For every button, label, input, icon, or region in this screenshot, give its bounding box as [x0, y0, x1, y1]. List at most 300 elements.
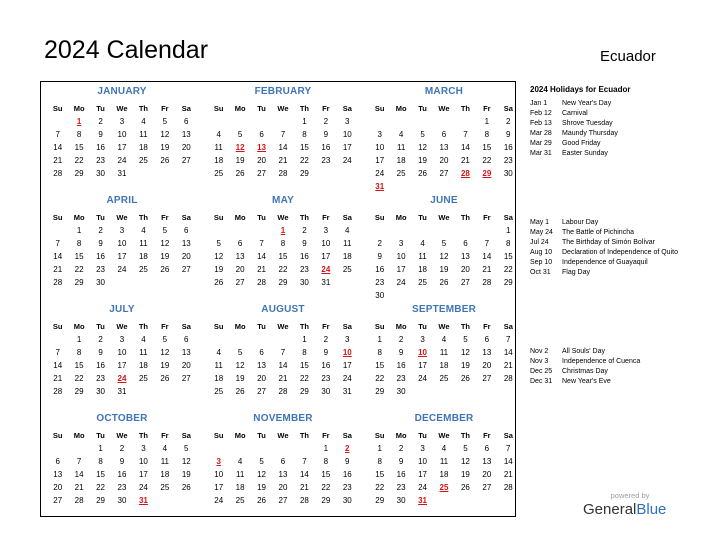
calendar-day[interactable]: 20 — [235, 265, 245, 274]
calendar-day[interactable]: 14 — [53, 143, 63, 152]
calendar-day[interactable]: 11 — [343, 239, 352, 248]
calendar-day[interactable]: 5 — [184, 444, 189, 453]
calendar-day[interactable]: 16 — [96, 143, 106, 152]
calendar-day[interactable]: 23 — [503, 156, 513, 165]
calendar-day[interactable]: 11 — [139, 348, 148, 357]
calendar-day[interactable]: 28 — [503, 483, 513, 492]
calendar-day[interactable]: 23 — [396, 483, 406, 492]
calendar-day[interactable]: 25 — [418, 278, 428, 287]
calendar-day[interactable]: 27 — [181, 265, 191, 274]
calendar-day[interactable]: 8 — [280, 239, 286, 248]
calendar-day[interactable]: 28 — [299, 496, 309, 505]
calendar-day[interactable]: 10 — [396, 252, 406, 261]
calendar-day[interactable]: 12 — [160, 348, 170, 357]
calendar-day[interactable]: 25 — [214, 387, 224, 396]
calendar-day[interactable]: 28 — [482, 278, 492, 287]
calendar-day[interactable]: 1 — [302, 117, 307, 126]
calendar-day[interactable]: 20 — [482, 361, 492, 370]
calendar-day[interactable]: 16 — [321, 361, 331, 370]
calendar-day[interactable]: 26 — [235, 387, 245, 396]
calendar-day[interactable]: 16 — [299, 252, 309, 261]
calendar-day[interactable]: 8 — [76, 130, 82, 139]
calendar-day[interactable]: 26 — [214, 278, 224, 287]
calendar-day[interactable]: 26 — [418, 169, 428, 178]
calendar-day[interactable]: 4 — [420, 239, 425, 248]
calendar-day[interactable]: 9 — [398, 457, 404, 466]
calendar-day[interactable]: 9 — [98, 239, 103, 248]
calendar-day[interactable]: 14 — [503, 348, 513, 357]
calendar-day[interactable]: 4 — [216, 348, 221, 357]
calendar-day[interactable]: 31 — [117, 387, 127, 396]
calendar-day[interactable]: 8 — [377, 457, 382, 466]
calendar-day[interactable]: 3 — [398, 239, 404, 248]
calendar-day[interactable]: 26 — [235, 169, 245, 178]
calendar-day[interactable]: 22 — [299, 156, 309, 165]
calendar-day[interactable]: 17 — [117, 361, 127, 370]
calendar-day[interactable]: 17 — [342, 361, 352, 370]
calendar-day[interactable]: 13 — [181, 239, 191, 248]
calendar-day[interactable]: 11 — [418, 252, 427, 261]
calendar-day[interactable]: 24 — [418, 374, 428, 383]
calendar-day[interactable]: 22 — [96, 483, 106, 492]
calendar-day[interactable]: 17 — [342, 143, 352, 152]
calendar-day[interactable]: 19 — [160, 143, 170, 152]
calendar-day[interactable]: 25 — [396, 169, 406, 178]
calendar-day[interactable]: 15 — [321, 470, 331, 479]
calendar-day[interactable]: 30 — [342, 496, 352, 505]
calendar-day[interactable]: 24 — [214, 496, 224, 505]
calendar-day[interactable]: 26 — [181, 483, 191, 492]
calendar-day[interactable]: 28 — [53, 278, 63, 287]
calendar-day[interactable]: 12 — [439, 252, 449, 261]
calendar-day[interactable]: 18 — [138, 361, 148, 370]
calendar-day[interactable]: 26 — [160, 265, 170, 274]
calendar-day[interactable]: 6 — [441, 130, 447, 139]
calendar-day[interactable]: 31 — [117, 169, 127, 178]
calendar-day[interactable]: 18 — [235, 483, 245, 492]
calendar-day[interactable]: 15 — [299, 143, 309, 152]
calendar-day[interactable]: 3 — [345, 335, 350, 344]
calendar-day[interactable]: 19 — [181, 470, 191, 479]
calendar-day[interactable]: 5 — [216, 239, 221, 248]
calendar-day[interactable]: 31 — [321, 278, 331, 287]
calendar-day[interactable]: 25 — [439, 374, 449, 383]
calendar-day[interactable]: 29 — [74, 278, 84, 287]
calendar-day[interactable]: 5 — [162, 226, 168, 235]
calendar-day[interactable]: 4 — [141, 117, 146, 126]
calendar-day[interactable]: 3 — [323, 226, 329, 235]
calendar-day[interactable]: 9 — [302, 239, 307, 248]
calendar-day[interactable]: 11 — [139, 130, 148, 139]
calendar-day[interactable]: 13 — [278, 470, 288, 479]
calendar-day[interactable]: 15 — [96, 470, 106, 479]
calendar-day[interactable]: 29 — [375, 387, 385, 396]
calendar-day[interactable]: 11 — [214, 143, 223, 152]
calendar-day[interactable]: 11 — [214, 361, 223, 370]
calendar-day[interactable]: 13 — [257, 361, 267, 370]
calendar-day[interactable]: 10 — [117, 130, 127, 139]
calendar-day[interactable]: 29 — [96, 496, 106, 505]
calendar-day[interactable]: 30 — [503, 169, 513, 178]
calendar-day[interactable]: 13 — [235, 252, 245, 261]
calendar-day[interactable]: 18 — [160, 470, 170, 479]
calendar-day[interactable]: 28 — [257, 278, 267, 287]
calendar-day[interactable]: 7 — [55, 130, 60, 139]
calendar-day[interactable]: 7 — [506, 444, 511, 453]
calendar-day[interactable]: 24 — [117, 156, 127, 165]
calendar-day[interactable]: 5 — [463, 444, 468, 453]
calendar-day[interactable]: 22 — [299, 374, 309, 383]
calendar-day[interactable]: 27 — [257, 169, 267, 178]
calendar-day[interactable]: 22 — [74, 374, 84, 383]
calendar-day[interactable]: 23 — [321, 156, 331, 165]
calendar-day[interactable]: 18 — [214, 374, 224, 383]
calendar-day[interactable]: 17 — [117, 252, 127, 261]
calendar-day[interactable]: 3 — [377, 130, 382, 139]
calendar-day[interactable]: 30 — [117, 496, 127, 505]
calendar-day[interactable]: 9 — [323, 348, 329, 357]
calendar-day[interactable]: 13 — [53, 470, 63, 479]
calendar-day[interactable]: 5 — [441, 239, 447, 248]
calendar-day[interactable]: 18 — [342, 252, 352, 261]
calendar-day[interactable]: 19 — [160, 361, 170, 370]
calendar-day[interactable]: 1 — [323, 444, 329, 453]
calendar-day[interactable]: 18 — [418, 265, 428, 274]
calendar-day[interactable]: 18 — [138, 252, 148, 261]
calendar-day[interactable]: 14 — [460, 143, 470, 152]
calendar-day[interactable]: 6 — [463, 239, 468, 248]
calendar-day[interactable]: 9 — [98, 348, 103, 357]
calendar-day[interactable]: 18 — [439, 470, 449, 479]
calendar-day[interactable]: 11 — [439, 348, 449, 357]
calendar-day[interactable]: 23 — [342, 483, 352, 492]
calendar-day[interactable]: 10 — [214, 470, 224, 479]
calendar-day[interactable]: 27 — [439, 169, 449, 178]
holiday-date[interactable]: 31 — [138, 496, 148, 505]
calendar-day[interactable]: 15 — [74, 252, 84, 261]
calendar-day[interactable]: 25 — [342, 265, 352, 274]
calendar-day[interactable]: 20 — [181, 143, 191, 152]
calendar-day[interactable]: 5 — [237, 130, 243, 139]
calendar-day[interactable]: 2 — [98, 335, 103, 344]
calendar-day[interactable]: 9 — [119, 457, 125, 466]
calendar-day[interactable]: 5 — [162, 117, 168, 126]
calendar-day[interactable]: 2 — [98, 226, 103, 235]
calendar-day[interactable]: 19 — [235, 156, 245, 165]
calendar-day[interactable]: 17 — [214, 483, 224, 492]
calendar-day[interactable]: 3 — [141, 444, 146, 453]
calendar-day[interactable]: 26 — [160, 374, 170, 383]
calendar-day[interactable]: 19 — [214, 265, 224, 274]
holiday-date[interactable]: 3 — [216, 457, 221, 466]
calendar-day[interactable]: 16 — [96, 252, 106, 261]
calendar-day[interactable]: 15 — [278, 252, 288, 261]
calendar-day[interactable]: 30 — [96, 169, 106, 178]
calendar-day[interactable]: 27 — [235, 278, 245, 287]
calendar-day[interactable]: 16 — [342, 470, 352, 479]
calendar-day[interactable]: 22 — [74, 156, 84, 165]
calendar-day[interactable]: 4 — [441, 444, 447, 453]
calendar-day[interactable]: 16 — [375, 265, 385, 274]
calendar-day[interactable]: 18 — [439, 361, 449, 370]
calendar-day[interactable]: 22 — [375, 374, 385, 383]
calendar-day[interactable]: 25 — [138, 156, 148, 165]
calendar-day[interactable]: 11 — [439, 457, 449, 466]
holiday-date[interactable]: 31 — [375, 182, 385, 191]
calendar-day[interactable]: 30 — [396, 496, 406, 505]
calendar-day[interactable]: 5 — [237, 348, 243, 357]
calendar-day[interactable]: 14 — [74, 470, 84, 479]
calendar-day[interactable]: 8 — [302, 348, 307, 357]
calendar-day[interactable]: 9 — [345, 457, 350, 466]
calendar-day[interactable]: 12 — [160, 239, 170, 248]
calendar-day[interactable]: 7 — [55, 348, 60, 357]
calendar-day[interactable]: 14 — [278, 143, 288, 152]
calendar-day[interactable]: 29 — [321, 496, 331, 505]
calendar-day[interactable]: 29 — [375, 496, 385, 505]
calendar-day[interactable]: 1 — [377, 444, 382, 453]
calendar-day[interactable]: 20 — [257, 156, 267, 165]
calendar-day[interactable]: 30 — [96, 278, 106, 287]
calendar-day[interactable]: 22 — [278, 265, 288, 274]
calendar-day[interactable]: 2 — [323, 117, 329, 126]
calendar-day[interactable]: 20 — [53, 483, 63, 492]
calendar-day[interactable]: 19 — [418, 156, 428, 165]
calendar-day[interactable]: 27 — [482, 374, 492, 383]
calendar-day[interactable]: 23 — [396, 374, 406, 383]
holiday-date[interactable]: 10 — [342, 348, 352, 357]
calendar-day[interactable]: 2 — [377, 239, 382, 248]
calendar-day[interactable]: 1 — [302, 335, 307, 344]
calendar-day[interactable]: 25 — [235, 496, 245, 505]
calendar-day[interactable]: 3 — [345, 117, 350, 126]
calendar-day[interactable]: 7 — [463, 130, 468, 139]
calendar-day[interactable]: 5 — [420, 130, 425, 139]
calendar-day[interactable]: 28 — [53, 169, 63, 178]
calendar-day[interactable]: 1 — [98, 444, 103, 453]
calendar-day[interactable]: 20 — [278, 483, 288, 492]
holiday-date[interactable]: 13 — [257, 143, 267, 152]
calendar-day[interactable]: 19 — [257, 483, 267, 492]
calendar-day[interactable]: 7 — [76, 457, 82, 466]
calendar-day[interactable]: 14 — [53, 361, 63, 370]
calendar-day[interactable]: 21 — [53, 265, 63, 274]
calendar-day[interactable]: 22 — [375, 483, 385, 492]
calendar-day[interactable]: 30 — [96, 387, 106, 396]
calendar-day[interactable]: 27 — [278, 496, 288, 505]
calendar-day[interactable]: 14 — [503, 457, 513, 466]
calendar-day[interactable]: 27 — [482, 483, 492, 492]
holiday-date[interactable]: 28 — [460, 169, 470, 178]
calendar-day[interactable]: 18 — [138, 143, 148, 152]
calendar-day[interactable]: 14 — [257, 252, 267, 261]
calendar-day[interactable]: 24 — [342, 374, 352, 383]
calendar-day[interactable]: 19 — [160, 252, 170, 261]
calendar-day[interactable]: 7 — [302, 457, 307, 466]
calendar-day[interactable]: 2 — [398, 335, 404, 344]
calendar-day[interactable]: 23 — [299, 265, 309, 274]
calendar-day[interactable]: 9 — [506, 130, 511, 139]
calendar-day[interactable]: 20 — [439, 156, 449, 165]
calendar-day[interactable]: 26 — [160, 156, 170, 165]
calendar-day[interactable]: 13 — [460, 252, 470, 261]
calendar-day[interactable]: 21 — [299, 483, 309, 492]
calendar-day[interactable]: 17 — [321, 252, 331, 261]
calendar-day[interactable]: 22 — [74, 265, 84, 274]
calendar-day[interactable]: 12 — [235, 361, 245, 370]
calendar-day[interactable]: 26 — [257, 496, 267, 505]
calendar-day[interactable]: 24 — [117, 265, 127, 274]
calendar-day[interactable]: 18 — [396, 156, 406, 165]
calendar-day[interactable]: 3 — [420, 444, 425, 453]
calendar-day[interactable]: 29 — [503, 278, 513, 287]
calendar-day[interactable]: 4 — [216, 130, 221, 139]
calendar-day[interactable]: 8 — [484, 130, 490, 139]
calendar-day[interactable]: 10 — [138, 457, 148, 466]
calendar-day[interactable]: 12 — [418, 143, 428, 152]
calendar-day[interactable]: 7 — [55, 239, 60, 248]
calendar-day[interactable]: 8 — [377, 348, 382, 357]
calendar-day[interactable]: 29 — [74, 169, 84, 178]
calendar-day[interactable]: 28 — [53, 387, 63, 396]
calendar-day[interactable]: 18 — [214, 156, 224, 165]
calendar-day[interactable]: 3 — [420, 335, 425, 344]
calendar-day[interactable]: 3 — [119, 335, 125, 344]
calendar-day[interactable]: 7 — [280, 348, 286, 357]
calendar-day[interactable]: 23 — [96, 156, 106, 165]
calendar-day[interactable]: 4 — [237, 457, 243, 466]
calendar-day[interactable]: 20 — [181, 252, 191, 261]
calendar-day[interactable]: 15 — [375, 470, 385, 479]
calendar-day[interactable]: 14 — [299, 470, 309, 479]
calendar-day[interactable]: 16 — [396, 361, 406, 370]
calendar-day[interactable]: 17 — [418, 361, 428, 370]
calendar-day[interactable]: 19 — [439, 265, 449, 274]
calendar-day[interactable]: 20 — [181, 361, 191, 370]
calendar-day[interactable]: 20 — [482, 470, 492, 479]
calendar-day[interactable]: 11 — [396, 143, 406, 152]
calendar-day[interactable]: 6 — [184, 117, 189, 126]
calendar-day[interactable]: 8 — [98, 457, 103, 466]
calendar-day[interactable]: 25 — [214, 169, 224, 178]
calendar-day[interactable]: 24 — [396, 278, 406, 287]
calendar-day[interactable]: 29 — [299, 169, 309, 178]
calendar-day[interactable]: 27 — [181, 156, 191, 165]
calendar-day[interactable]: 23 — [375, 278, 385, 287]
calendar-day[interactable]: 4 — [141, 335, 146, 344]
calendar-day[interactable]: 15 — [74, 361, 84, 370]
calendar-day[interactable]: 21 — [503, 470, 513, 479]
calendar-day[interactable]: 25 — [138, 265, 148, 274]
calendar-day[interactable]: 17 — [396, 265, 406, 274]
calendar-day[interactable]: 4 — [345, 226, 350, 235]
calendar-day[interactable]: 13 — [181, 130, 191, 139]
calendar-day[interactable]: 22 — [503, 265, 513, 274]
calendar-day[interactable]: 13 — [482, 348, 492, 357]
calendar-day[interactable]: 28 — [74, 496, 84, 505]
calendar-day[interactable]: 24 — [342, 156, 352, 165]
calendar-day[interactable]: 9 — [98, 130, 103, 139]
calendar-day[interactable]: 7 — [484, 239, 490, 248]
generalblue-logo[interactable] — [583, 491, 673, 518]
calendar-day[interactable]: 21 — [503, 361, 513, 370]
calendar-day[interactable]: 27 — [53, 496, 63, 505]
calendar-day[interactable]: 21 — [482, 265, 492, 274]
calendar-day[interactable]: 5 — [162, 335, 168, 344]
calendar-day[interactable]: 21 — [278, 374, 288, 383]
calendar-day[interactable]: 8 — [506, 239, 511, 248]
calendar-day[interactable]: 3 — [119, 117, 125, 126]
calendar-day[interactable]: 11 — [160, 457, 169, 466]
calendar-day[interactable]: 27 — [257, 387, 267, 396]
calendar-day[interactable]: 28 — [503, 374, 513, 383]
calendar-day[interactable]: 27 — [460, 278, 470, 287]
calendar-day[interactable]: 12 — [257, 470, 267, 479]
calendar-day[interactable]: 22 — [482, 156, 492, 165]
calendar-day[interactable]: 28 — [278, 387, 288, 396]
calendar-day[interactable]: 25 — [138, 374, 148, 383]
calendar-day[interactable]: 31 — [342, 387, 352, 396]
calendar-day[interactable]: 1 — [76, 335, 82, 344]
holiday-date[interactable]: 24 — [321, 265, 331, 274]
calendar-day[interactable]: 21 — [53, 374, 63, 383]
calendar-day[interactable]: 14 — [53, 252, 63, 261]
calendar-day[interactable]: 4 — [141, 226, 146, 235]
calendar-day[interactable]: 2 — [323, 335, 329, 344]
holiday-date[interactable]: 29 — [482, 169, 492, 178]
calendar-day[interactable]: 6 — [184, 335, 189, 344]
calendar-day[interactable]: 6 — [259, 348, 264, 357]
calendar-day[interactable]: 6 — [259, 130, 264, 139]
calendar-day[interactable]: 30 — [375, 291, 385, 300]
calendar-day[interactable]: 6 — [184, 226, 189, 235]
calendar-day[interactable]: 23 — [96, 374, 106, 383]
calendar-day[interactable]: 17 — [138, 470, 148, 479]
calendar-day[interactable]: 10 — [418, 457, 428, 466]
calendar-day[interactable]: 12 — [460, 348, 470, 357]
calendar-day[interactable]: 22 — [321, 483, 331, 492]
calendar-day[interactable]: 10 — [117, 348, 127, 357]
holiday-date[interactable]: 2 — [345, 444, 350, 453]
calendar-day[interactable]: 6 — [237, 239, 243, 248]
calendar-day[interactable]: 10 — [321, 239, 331, 248]
calendar-day[interactable]: 19 — [460, 470, 470, 479]
holiday-date[interactable]: 12 — [235, 143, 245, 152]
calendar-day[interactable]: 14 — [278, 361, 288, 370]
calendar-day[interactable]: 7 — [506, 335, 511, 344]
calendar-day[interactable]: 25 — [160, 483, 170, 492]
calendar-day[interactable]: 26 — [439, 278, 449, 287]
calendar-day[interactable]: 4 — [162, 444, 168, 453]
calendar-day[interactable]: 26 — [460, 374, 470, 383]
calendar-day[interactable]: 7 — [259, 239, 264, 248]
calendar-day[interactable]: 21 — [257, 265, 267, 274]
calendar-day[interactable]: 19 — [235, 374, 245, 383]
calendar-day[interactable]: 16 — [503, 143, 513, 152]
calendar-day[interactable]: 11 — [139, 239, 148, 248]
calendar-day[interactable]: 10 — [117, 239, 127, 248]
calendar-day[interactable]: 6 — [484, 335, 490, 344]
calendar-day[interactable]: 8 — [323, 457, 329, 466]
calendar-day[interactable]: 14 — [482, 252, 492, 261]
calendar-day[interactable]: 23 — [96, 265, 106, 274]
calendar-day[interactable]: 16 — [117, 470, 127, 479]
calendar-day[interactable]: 5 — [463, 335, 468, 344]
holiday-date[interactable]: 10 — [418, 348, 428, 357]
calendar-day[interactable]: 15 — [74, 143, 84, 152]
calendar-day[interactable]: 29 — [278, 278, 288, 287]
calendar-day[interactable]: 12 — [214, 252, 224, 261]
